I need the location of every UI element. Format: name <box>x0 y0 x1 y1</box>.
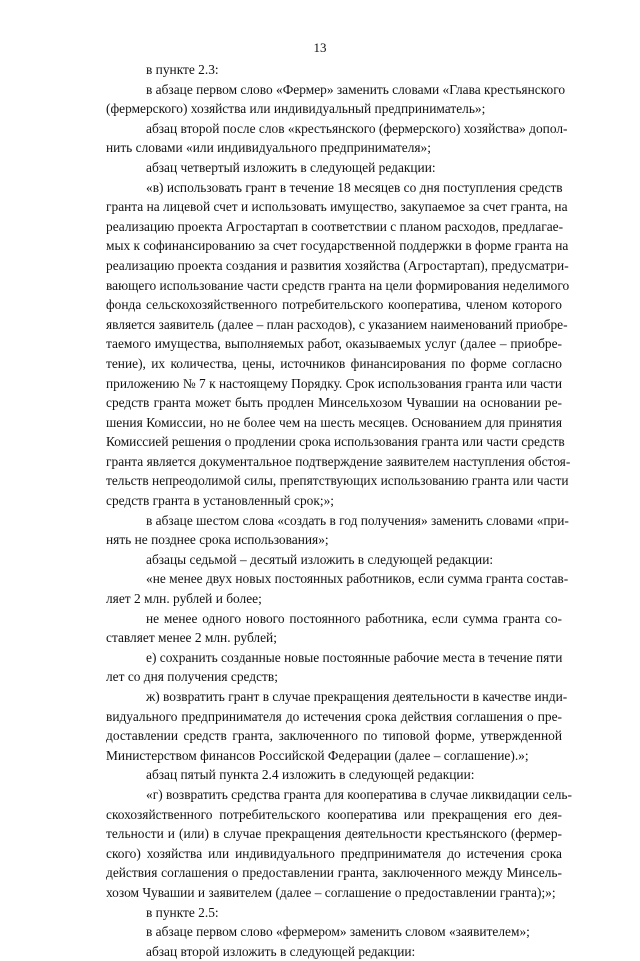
text-line: в пункте 2.3: <box>146 62 219 77</box>
text-line: абзац четвертый изложить в следующей редакции: <box>146 159 436 175</box>
text-line: в абзаце первом слово «фермером» заменить словом «заявителем»; <box>146 924 530 940</box>
text-line: приложению № 7 к настоящему Порядку. Срок использования гранта или части <box>106 375 562 391</box>
text-line: абзац второй после слов «крестьянского (фермерского) хозяйства» допол- <box>146 120 568 136</box>
text-line: мых к софинансированию за счет государственной поддержки в форме гранта на <box>106 238 569 254</box>
text-line: видуального предпринимателя до истечения срока действия соглашения о пре- <box>106 708 562 724</box>
text-line: гранта на лицевой счет и использовать имущество, закупаемое за счет гранта, на <box>106 199 568 215</box>
text-line: Комиссией решения о продлении срока использования гранта или части средств <box>106 434 565 450</box>
text-line: лет со дня получения средств; <box>106 669 278 685</box>
text-line: ского) хозяйства или индивидуального предпринимателя до истечения срока <box>106 845 562 861</box>
text-line: скохозяйственного потребительского кооператива или прекращения его дея- <box>106 806 562 822</box>
text-line: таемого имущества, выполняемых работ, оказываемых услуг (далее – приобре- <box>106 336 562 352</box>
text-line: ж) возвратить грант в случае прекращения деятельности в качестве инди- <box>146 689 568 704</box>
text-line: хозом Чувашии и заявителем (далее – соглашение о предоставлении гранта);»; <box>106 884 556 900</box>
text-line: абзац второй изложить в следующей редакции: <box>146 943 416 959</box>
text-line: действия соглашения о предоставлении гранта, заключенного между Минсель- <box>106 865 562 881</box>
text-line: «не менее двух новых постоянных работников, если сумма гранта состав- <box>146 571 569 587</box>
text-line: «в) использовать грант в течение 18 месяцев со дня поступления средств <box>146 179 563 195</box>
page-number: 13 <box>313 40 327 55</box>
text-line: Министерством финансов Российской Федерации (далее – соглашение).»; <box>106 747 529 763</box>
text-line: средств гранта в установленный срок;»; <box>106 493 335 509</box>
text-line: в пункте 2.5: <box>146 904 219 920</box>
text-line: нять не позднее срока использования»; <box>106 532 329 548</box>
text-line: вающего использование части средств гранта на цели формирования неделимого <box>106 277 570 293</box>
text-line: доставлении средств гранта, заключенного по типовой форме, утвержденной <box>106 728 562 744</box>
text-line: не менее одного нового постоянного работника, если сумма гранта со- <box>146 610 562 626</box>
text-line: абзацы седьмой – десятый изложить в следующей редакции: <box>146 551 494 567</box>
text-line: шения Комиссии, но не более чем на шесть месяцев. Основанием для принятия <box>106 414 562 430</box>
text-line: фонда сельскохозяйственного потребительского кооператива, членом которого <box>106 297 562 313</box>
text-line: нить словами «или индивидуального предпринимателя»; <box>106 140 431 156</box>
text-line: является заявитель (далее – план расходов), с указанием наименований приобре- <box>106 316 568 332</box>
text-line: тельств непреодолимой силы, препятствующих использованию гранта или части <box>106 473 569 489</box>
text-line: ставляет менее 2 млн. рублей; <box>106 630 277 646</box>
text-line: реализацию проекта Агростартап в соответствии с планом расходов, предлагае- <box>106 218 564 234</box>
text-line: «г) возвратить средства гранта для кооператива в случае ликвидации сель- <box>146 786 572 802</box>
text-line: реализацию проекта создания и развития хозяйства (Агростартап), предусматри- <box>106 257 569 273</box>
text-line: абзац пятый пункта 2.4 изложить в следующей редакции: <box>146 767 475 783</box>
text-line: тельности и (или) в случае прекращения деятельности крестьянского (фермер- <box>106 826 562 842</box>
text-line: (фермерского) хозяйства или индивидуальный предприниматель»; <box>106 101 486 117</box>
text-line: в абзаце первом слово «Фермер» заменить словами «Глава крестьянского <box>146 81 566 97</box>
text-line: е) сохранить созданные новые постоянные рабочие места в течение пяти <box>146 649 563 665</box>
document-body <box>106 60 572 961</box>
text-line: в абзаце шестом слова «создать в год получения» заменить словами «при- <box>146 512 569 528</box>
text-line: ляет 2 млн. рублей и более; <box>106 591 262 607</box>
text-line: гранта является документальное подтверждение заявителем наступления обстоя- <box>106 453 571 469</box>
text-line: средств гранта может быть продлен Минсельхозом Чувашии на основании ре- <box>106 395 562 411</box>
text-line: тение), их количества, цены, источников финансирования по форме согласно <box>106 355 562 371</box>
